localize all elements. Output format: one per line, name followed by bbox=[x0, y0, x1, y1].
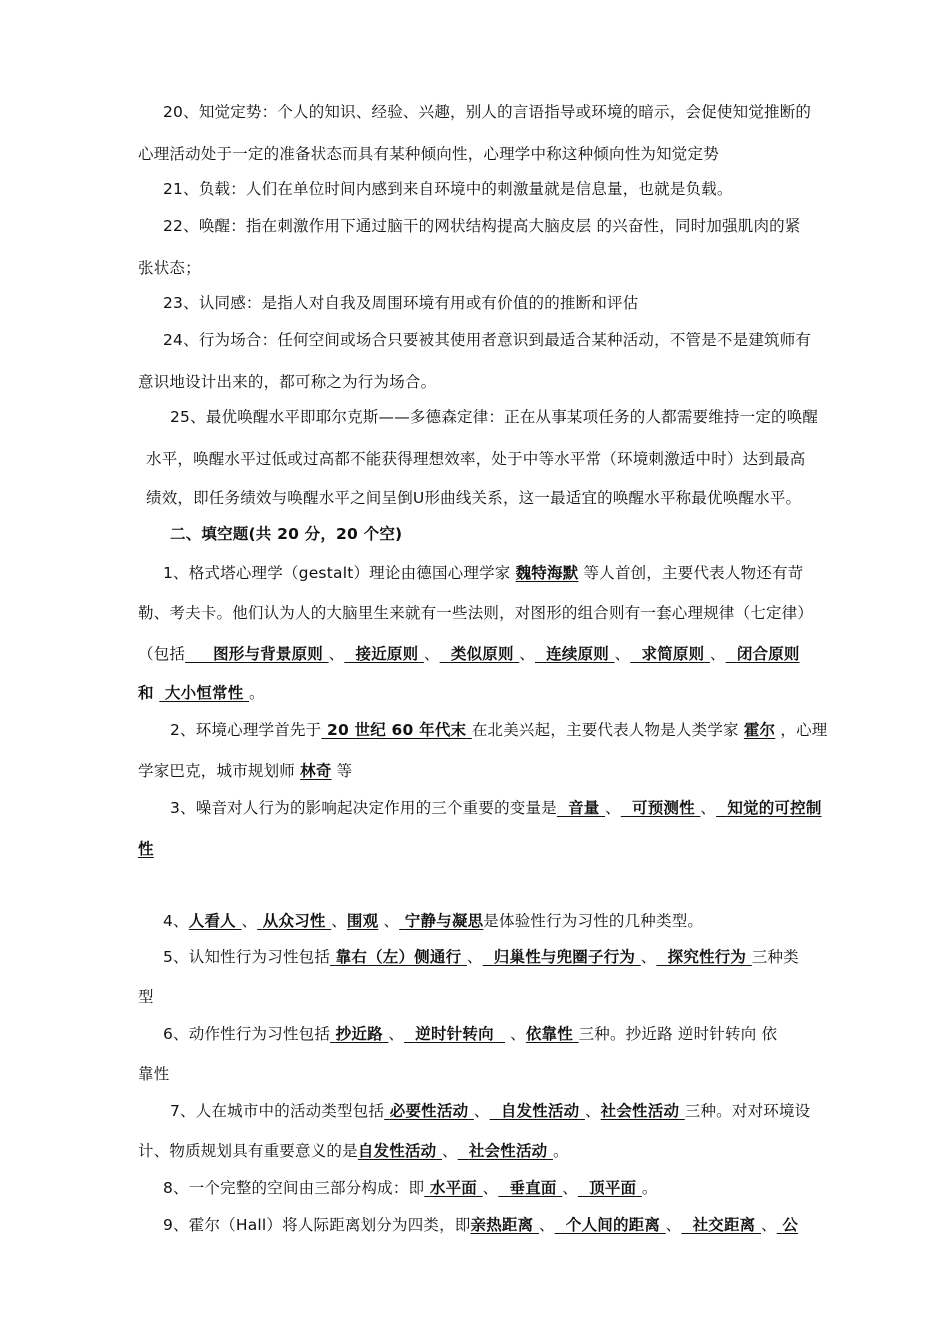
q9-answer-1 bbox=[471, 1216, 539, 1234]
q6-answer-3 bbox=[526, 1025, 579, 1043]
q7-answer-1 bbox=[384, 1102, 474, 1120]
q1-answer-6-text: 求简原则 bbox=[641, 645, 705, 663]
definition-22-line2: 张状态； bbox=[138, 259, 201, 277]
q8-answer-1 bbox=[424, 1179, 482, 1197]
q1-middle: 等人首创，主要代表人物还有苛 bbox=[578, 564, 804, 582]
q5-separator: 、 bbox=[466, 948, 483, 966]
q1-line3-prefix: （包括 bbox=[138, 645, 186, 663]
q7-separator: 、 bbox=[441, 1142, 458, 1160]
q4-post: 是体验性行为习性的几种类型。 bbox=[483, 912, 704, 930]
q8-end: 。 bbox=[641, 1179, 658, 1197]
definition-20-line2: 心理活动处于一定的准备状态而具有某种倾向性，心理学中称这种倾向性为知觉定势 bbox=[138, 145, 719, 163]
q7-answer-1-text: 必要性活动 bbox=[389, 1102, 469, 1120]
definition-25-line2: 水平，唤醒水平过低或过高都不能获得理想效率，处于中等水平常（环境刺激适中时）达到最高 bbox=[146, 450, 806, 468]
q8-answer-3 bbox=[578, 1179, 642, 1197]
q1-separator: 、 bbox=[328, 645, 345, 663]
q6-answer-3-text: 依靠性 bbox=[525, 1025, 573, 1043]
q4-separator: 、 bbox=[383, 912, 400, 930]
question-7-line2 bbox=[138, 1140, 569, 1162]
q6-separator: 、 bbox=[388, 1025, 405, 1043]
q9-separator: 、 bbox=[538, 1216, 555, 1234]
q1-answer-3 bbox=[344, 645, 424, 663]
q4-answer-4 bbox=[399, 912, 483, 930]
question-1-line2: 勒、考夫卡。他们认为人的大脑里生来就有一些法则，对图形的组合则有一套心理规律（七定律） bbox=[138, 604, 814, 622]
q9-answer-3-text: 社交距离 bbox=[692, 1216, 756, 1234]
q1-answer-5 bbox=[535, 645, 615, 663]
definition-24-line2: 意识地设计出来的，都可称之为行为场合。 bbox=[138, 373, 437, 391]
q2-answer-3: 林奇 bbox=[300, 762, 332, 780]
q5-prefix: 5、认知性行为习性包括 bbox=[163, 948, 331, 966]
q8-separator: 、 bbox=[562, 1179, 578, 1197]
question-3-line1 bbox=[170, 797, 822, 819]
q5-answer-1 bbox=[330, 948, 467, 966]
q8-answer-3-text: 顶平面 bbox=[589, 1179, 637, 1197]
q8-answer-2-text: 垂直面 bbox=[509, 1179, 557, 1197]
q7-answer-4 bbox=[358, 1142, 442, 1160]
q9-answer-3 bbox=[681, 1216, 761, 1234]
q6-answer-1-text: 抄近路 bbox=[335, 1025, 383, 1043]
q1-answer-8 bbox=[159, 684, 249, 702]
q3-answer-2-text: 可预测性 bbox=[632, 799, 695, 817]
q4-answer-1-text: 人看人 bbox=[188, 912, 236, 930]
question-6-line2: 靠性 bbox=[138, 1065, 170, 1083]
q7-end: 。 bbox=[552, 1142, 569, 1160]
q2-middle: 在北美兴起，主要代表人物是人类学家 bbox=[471, 721, 744, 739]
q7-answer-3-text: 社会性活动 bbox=[600, 1102, 680, 1120]
q5-answer-3 bbox=[656, 948, 751, 966]
q9-answer-4-text: 公 bbox=[782, 1216, 799, 1234]
q7-answer-5 bbox=[458, 1142, 553, 1160]
q4-number: 4、 bbox=[163, 912, 189, 930]
q1-answer-7 bbox=[726, 645, 800, 663]
q7-answer-4-text: 自发性活动 bbox=[357, 1142, 437, 1160]
definition-22-line1: 22、唤醒：指在刺激作用下通过脑干的网状结构提高大脑皮层 的兴奋性，同时加强肌肉的紧 bbox=[163, 217, 801, 235]
q4-answer-1 bbox=[189, 912, 242, 930]
q5-post: 三种类 bbox=[751, 948, 799, 966]
q3-separator: 、 bbox=[605, 799, 621, 817]
q1-answer-2-text: 图形与背景原则 bbox=[213, 645, 323, 663]
q1-line4-prefix: 和 bbox=[138, 684, 160, 702]
q3-answer-1 bbox=[557, 799, 605, 817]
definition-24-line1: 24、行为场合：任何空间或场合只要被其使用者意识到最适合某种活动，不管是不是建筑师有 bbox=[163, 331, 812, 349]
q6-answer-2 bbox=[404, 1025, 505, 1043]
q5-answer-2-text: 归巢性与兜圈子行为 bbox=[493, 948, 636, 966]
q2-answer-2: 霍尔 bbox=[743, 721, 776, 739]
q3-answer-2 bbox=[621, 799, 701, 817]
q8-answer-1-text: 水平面 bbox=[429, 1179, 477, 1197]
q7-separator: 、 bbox=[584, 1102, 601, 1120]
q7-answer-5-text: 社会性活动 bbox=[468, 1142, 548, 1160]
section-heading: 二、填空题(共 20 分，20 个空) bbox=[170, 525, 403, 543]
question-5-line2: 型 bbox=[138, 988, 154, 1006]
q2-answer-1 bbox=[321, 721, 471, 739]
q6-prefix: 6、动作性行为习性包括 bbox=[163, 1025, 331, 1043]
q3-separator: 、 bbox=[700, 799, 717, 817]
question-4 bbox=[163, 910, 703, 932]
question-2-line1 bbox=[170, 719, 828, 741]
question-2-line2 bbox=[138, 760, 352, 782]
q1-answer-2 bbox=[185, 645, 329, 663]
q7-prefix: 7、人在城市中的活动类型包括 bbox=[170, 1102, 385, 1120]
q7-post: 三种。对对环境设 bbox=[684, 1102, 811, 1120]
q8-separator: 、 bbox=[482, 1179, 499, 1197]
q2-prefix: 2、环境心理学首先于 bbox=[170, 721, 322, 739]
q2-post: ，心理 bbox=[775, 721, 828, 739]
q1-answer-1: 魏特海默 bbox=[515, 564, 579, 582]
q9-separator: 、 bbox=[761, 1216, 777, 1234]
q5-separator: 、 bbox=[640, 948, 657, 966]
question-1-line4 bbox=[138, 682, 265, 704]
q1-separator: 、 bbox=[519, 645, 535, 663]
q4-answer-2-text: 从众习性 bbox=[262, 912, 326, 930]
question-6-line1 bbox=[163, 1023, 777, 1045]
q7-separator: 、 bbox=[473, 1102, 490, 1120]
q3-prefix: 3、噪音对人行为的影响起决定作用的三个重要的变量是 bbox=[170, 799, 557, 817]
definition-25-line3: 绩效，即任务绩效与唤醒水平之间呈倒U形曲线关系，这一最适宜的唤醒水平称最优唤醒水平。 bbox=[146, 489, 802, 507]
q5-answer-3-text: 探究性行为 bbox=[667, 948, 747, 966]
q6-post: 三种。抄近路 逆时针转向 依 bbox=[578, 1025, 778, 1043]
question-7-line1 bbox=[170, 1100, 810, 1122]
q9-separator: 、 bbox=[665, 1216, 682, 1234]
q1-end: 。 bbox=[249, 684, 265, 702]
q4-answer-3: 围观 bbox=[346, 912, 379, 930]
q2-line2-post: 等 bbox=[331, 762, 353, 780]
definition-23: 23、认同感：是指人对自我及周围环境有用或有价值的的推断和评估 bbox=[163, 294, 639, 312]
q1-answer-3-text: 接近原则 bbox=[355, 645, 419, 663]
definition-20-line1: 20、知觉定势：个人的知识、经验、兴趣，别人的言语指导或环境的暗示，会促使知觉推断的 bbox=[163, 103, 812, 121]
q8-answer-2 bbox=[498, 1179, 562, 1197]
q2-line2-prefix: 学家巴克，城市规划师 bbox=[138, 762, 301, 780]
q4-answer-4-text: 宁静与凝思 bbox=[404, 912, 484, 930]
question-3-line2: 性 bbox=[138, 840, 154, 858]
q9-answer-1-text: 亲热距离 bbox=[470, 1216, 534, 1234]
question-8 bbox=[163, 1177, 658, 1199]
q1-answer-7-text: 闭合原则 bbox=[736, 645, 800, 663]
q1-answer-4 bbox=[440, 645, 520, 663]
question-5-line1 bbox=[163, 946, 799, 968]
q9-answer-2-text: 个人间的距离 bbox=[565, 1216, 661, 1234]
q4-separator: 、 bbox=[241, 912, 258, 930]
q1-separator: 、 bbox=[614, 645, 631, 663]
q7-line2-prefix: 计、物质规划具有重要意义的是 bbox=[138, 1142, 358, 1160]
q3-answer-3-text: 知觉的可控制 bbox=[727, 799, 822, 817]
q7-answer-2-text: 自发性活动 bbox=[500, 1102, 580, 1120]
q4-separator-2: 、 bbox=[331, 912, 347, 930]
definition-25-line1: 25、最优唤醒水平即耶尔克斯——多德森定律：正在从事某项任务的人都需要维持一定的唤醒 bbox=[170, 408, 819, 426]
q1-answer-8-text: 大小恒常性 bbox=[164, 684, 244, 702]
q7-answer-2 bbox=[490, 1102, 585, 1120]
q8-prefix: 8、一个完整的空间由三部分构成：即 bbox=[163, 1179, 425, 1197]
q3-answer-3 bbox=[716, 799, 821, 817]
question-9 bbox=[163, 1214, 798, 1236]
q6-separator: 、 bbox=[510, 1025, 526, 1043]
q6-answer-1 bbox=[330, 1025, 388, 1043]
q1-answer-6 bbox=[630, 645, 710, 663]
q1-prefix: 1、格式塔心理学（gestalt）理论由德国心理学家 bbox=[163, 564, 516, 582]
q9-answer-4 bbox=[777, 1216, 798, 1234]
definition-21: 21、负载：人们在单位时间内感到来自环境中的刺激量就是信息量，也就是负载。 bbox=[163, 180, 733, 198]
q1-separator: 、 bbox=[709, 645, 726, 663]
q9-prefix: 9、霍尔（Hall）将人际距离划分为四类，即 bbox=[163, 1216, 471, 1234]
q6-answer-2-text: 逆时针转向 bbox=[415, 1025, 494, 1043]
q5-answer-1-text: 靠右（左）侧通行 bbox=[335, 948, 462, 966]
q1-answer-5-text: 连续原则 bbox=[546, 645, 609, 663]
q1-answer-4-text: 类似原则 bbox=[450, 645, 514, 663]
q4-answer-2 bbox=[257, 912, 331, 930]
q3-answer-1-text: 音量 bbox=[568, 799, 600, 817]
q2-answer-1-text: 20 世纪 60 年代末 bbox=[326, 721, 467, 739]
q9-answer-2 bbox=[555, 1216, 666, 1234]
question-1-line1 bbox=[163, 562, 803, 584]
q5-answer-2 bbox=[483, 948, 641, 966]
q7-answer-3 bbox=[601, 1102, 685, 1120]
q1-separator: 、 bbox=[423, 645, 440, 663]
question-1-line3 bbox=[138, 643, 800, 665]
